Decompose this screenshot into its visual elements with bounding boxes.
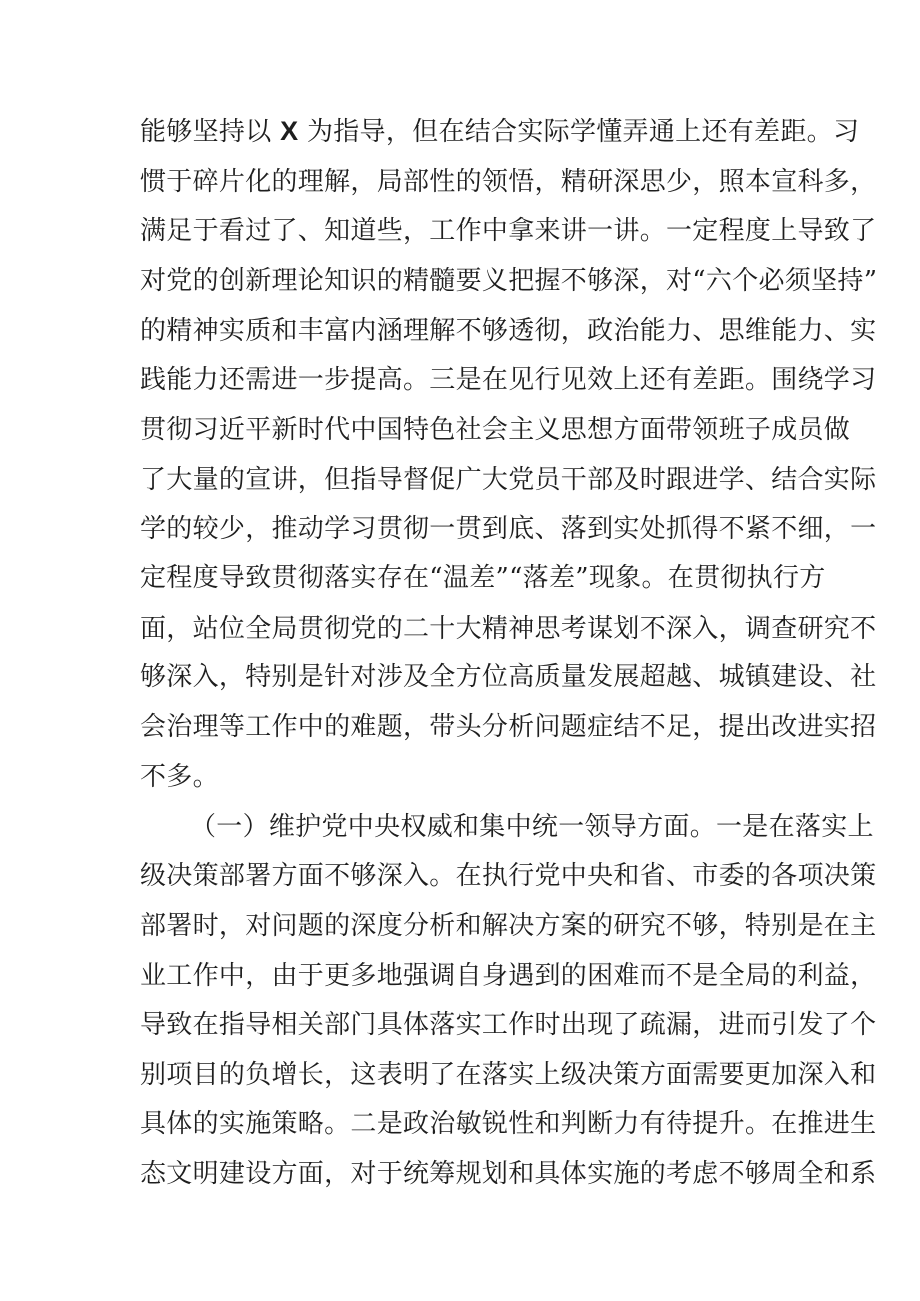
- text-line: 会治理等工作中的难题，带头分析问题症结不足，提出改进实招: [140, 712, 877, 742]
- text-line: 级决策部署方面不够深入。在执行党中央和省、市委的各项决策: [140, 861, 877, 891]
- text-line: 满足于看过了、知道些，工作中拿来讲一讲。一定程度上导致了: [140, 216, 877, 246]
- text-line: 够深入，特别是针对涉及全方位高质量发展超越、城镇建设、社: [140, 662, 877, 692]
- text-line: 态文明建设方面，对于统筹规划和具体实施的考虑不够周全和系: [140, 1159, 877, 1189]
- text-line: 对党的创新理论知识的精髓要义把握不够深，对“六个必须坚持”: [140, 266, 878, 296]
- text-segment: 为指导，但在结合实际学懂弄通上还有差距。习: [298, 117, 860, 147]
- text-line: 导致在指导相关部门具体落实工作时出现了疏漏，进而引发了个: [140, 1010, 877, 1040]
- text-segment: 能够坚持以: [140, 117, 281, 147]
- text-line: 别项目的负增长，这表明了在落实上级决策方面需要更加深入和: [140, 1060, 877, 1090]
- text-line: 学的较少，推动学习贯彻一贯到底、落到实处抓得不紧不细，一: [140, 514, 877, 544]
- text-line: 的精神实质和丰富内涵理解不够透彻，政治能力、思维能力、实: [140, 316, 877, 346]
- redacted-mark: X: [280, 116, 299, 146]
- text-line: 具体的实施策略。二是政治敏锐性和判断力有待提升。在推进生: [140, 1109, 877, 1139]
- text-line: 了大量的宣讲，但指导督促广大党员干部及时跟进学、结合实际: [140, 465, 877, 495]
- section-heading-line: （一）维护党中央权威和集中统一领导方面。一是在落实上: [190, 812, 874, 842]
- text-line: 部署时，对问题的深度分析和解决方案的研究不够，特别是在主: [140, 911, 877, 941]
- text-line: 定程度导致贯彻落实存在“温差”“落差”现象。在贯彻执行方: [140, 563, 826, 593]
- text-line: 践能力还需进一步提高。三是在见行见效上还有差距。围绕学习: [140, 365, 877, 395]
- text-line: 不多。: [140, 762, 219, 792]
- text-line: 业工作中，由于更多地强调自身遇到的困难而不是全局的利益，: [140, 961, 877, 991]
- text-line: 贯彻习近平新时代中国特色社会主义思想方面带领班子成员做: [140, 415, 851, 445]
- text-line: [140, 116, 860, 147]
- text-line: 惯于碎片化的理解，局部性的领悟，精研深思少，照本宣科多，: [140, 167, 877, 197]
- text-line: 面，站位全局贯彻党的二十大精神思考谋划不深入，调查研究不: [140, 614, 877, 644]
